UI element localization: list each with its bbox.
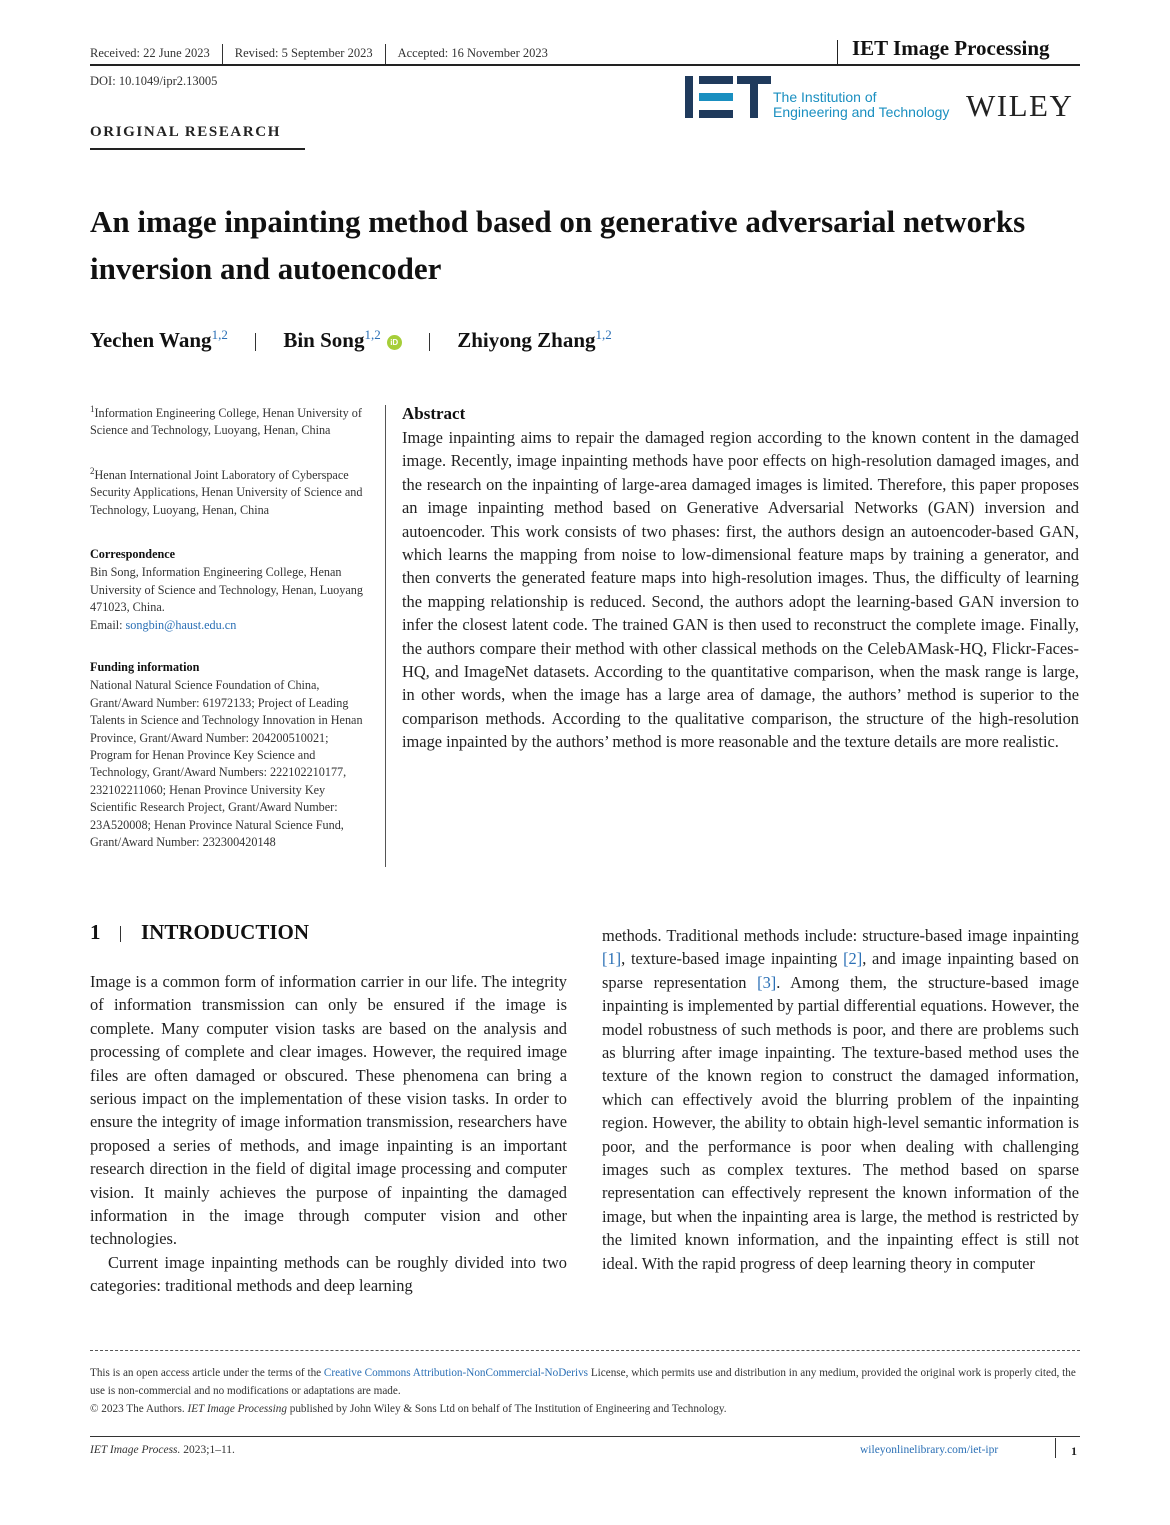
section-title: INTRODUCTION	[141, 920, 310, 944]
divider	[429, 333, 430, 351]
author-affiliation: 1,2	[211, 327, 228, 342]
correspondence-heading: Correspondence	[90, 547, 176, 561]
correspondence	[90, 546, 370, 634]
author-affiliation: 1,2	[364, 327, 381, 342]
funding-information	[90, 659, 370, 851]
journal-url-link[interactable]: wileyonlinelibrary.com/iet-ipr	[860, 1444, 999, 1456]
revised-date: Revised: 5 September 2023	[234, 45, 373, 60]
divider	[255, 333, 256, 351]
author-name: Yechen Wang	[90, 328, 212, 352]
citation-link[interactable]: [1]	[602, 949, 622, 969]
abstract-heading: Abstract	[402, 404, 466, 423]
header-rule	[90, 64, 1080, 66]
divider	[222, 44, 223, 64]
paragraph: methods. Traditional methods include: structure-based image inpainting [1], texture-based image inpainting [2], and image inpainting based on sparse representation [3]. Among them, the structure-based image inpainting is implemented by partial differential equations. However, the model robustness of such methods is poor, and there are problems such as blurring after image inpainting. The texture-based method uses the texture of the known region to construct the damaged information, which can effectively avoid the blurring problem of the inpainting region. However, the ability to obtain high-level semantic information is poor, and the performance is poor when dealing with challenging images such as complex textures. The method based on sparse representation can effectively represent the known information of the image, but when the inpainting area is large, the method is restricted by the limited known information, and the inpainting effect is still not ideal. With the rapid progress of deep learning theory in computer	[602, 926, 1079, 1273]
divider	[385, 44, 386, 64]
affiliation-2: $^2$Henan International Joint Laboratory of Cyberspace Security Applications, Henan University of Science and Technology, Luoyang, Henan, China	[90, 465, 363, 517]
citation-link[interactable]: [2]	[843, 949, 863, 969]
citation-line: IET Image Process. 2023;1–11.	[90, 1444, 235, 1456]
correspondence-email: Email: songbin@haust.edu.cn	[90, 617, 237, 632]
license-link[interactable]: Creative Commons Attribution-NonCommercial-NoDerivs	[323, 1367, 589, 1379]
email-link[interactable]: songbin@haust.edu.cn	[125, 617, 237, 632]
section-label: ORIGINAL RESEARCH	[90, 124, 281, 140]
wiley-logo: WILEY	[966, 88, 1074, 123]
article-dates	[90, 44, 548, 64]
author-affiliation: 1,2	[595, 327, 612, 342]
author-list	[90, 328, 612, 353]
affiliation-1: $^1$Information Engineering College, Henan University of Science and Technology, Luoyang, Henan, China	[90, 403, 362, 438]
footer-rule	[90, 1350, 1080, 1351]
paper-title: An image inpainting method based on generative adversarial networks inversion and autoencoder	[90, 204, 1026, 286]
section-underline	[90, 148, 305, 150]
iet-logo-icon	[685, 76, 773, 118]
section-heading	[90, 920, 309, 945]
received-date: Received: 22 June 2023	[90, 45, 210, 60]
divider	[1055, 1438, 1056, 1458]
iet-wordmark: The Institution of Engineering and Technology	[773, 89, 950, 120]
bottom-rule	[90, 1436, 1080, 1437]
license-notice: This is an open access article under the terms of the Creative Commons Attribution-NonCommercial-NoDerivs License, which permits use and distribution in any medium, provided the original work is properly cited, the use is non-commercial and no modifications or adaptations are made. © 2023 The Authors. IET Image Processing published by John Wiley & Sons Ltd on behalf of The Institution of Engineering and Technology.	[90, 1367, 1076, 1415]
citation-link[interactable]: [3]	[757, 972, 777, 992]
section-number: 1	[90, 920, 101, 944]
orcid-icon[interactable]: iD	[387, 335, 402, 350]
correspondence-text: Bin Song, Information Engineering College, Henan University of Science and Technology, Henan, Luoyang 471023, China.	[90, 565, 363, 615]
funding-text: National Natural Science Foundation of China, Grant/Award Number: 61972133; Project of Leading Talents in Science and Technology Innovation in Henan Province, Grant/Award Number: 204200510021; Program for Henan Province Key Science and Technology, Grant/Award Numbers: 222102210177, 232102211060; Henan Province University Key Scientific Research Project, Grant/Award Number: 23A520008; Henan Province Natural Science Fund, Grant/Award Number: 232300420148	[90, 678, 363, 850]
body-column-right	[602, 924, 1079, 1275]
column-divider	[385, 405, 386, 867]
author-name: Zhiyong Zhang	[457, 328, 596, 352]
doi: DOI: 10.1049/ipr2.13005	[90, 74, 218, 88]
body-column-left	[90, 970, 567, 1298]
page-number: 1	[1071, 1444, 1077, 1458]
journal-name: IET Image Processing	[852, 36, 1050, 60]
funding-heading: Funding information	[90, 660, 200, 674]
divider	[837, 40, 838, 66]
paragraph: Current image inpainting methods can be roughly divided into two categories: traditional methods and deep learning	[90, 1252, 567, 1296]
divider	[120, 926, 121, 942]
accepted-date: Accepted: 16 November 2023	[397, 45, 548, 60]
paragraph: Image is a common form of information carrier in our life. The integrity of information transmission can only be ensured if the image is complete. Many computer vision tasks are based on the analysis and processing of complete and clear images. However, the required image files are often damaged or obscured. These phenomena can bring a serious impact on the implementation of these vision tasks. In order to ensure the integrity of image information transmission, researchers have proposed a series of methods, and image inpainting is an important research direction in the field of digital image processing and computer vision. It mainly achieves the purpose of inpainting the damaged information in the image through computer vision and other technologies.	[90, 972, 567, 1249]
author-name: Bin Song	[283, 328, 365, 352]
abstract-text: Image inpainting aims to repair the damaged region according to the known content in the damaged image. Recently, image inpainting methods have poor effects on high-resolution damaged images, and the research on the inpainting of large-area damaged images is limited. Therefore, this paper proposes an image inpainting method based on Generative Adversarial Networks (GAN) inversion and autoencoder. This work consists of two phases: first, the authors design an autoencoder-based GAN, which learns the mapping from noise to low-dimensional feature maps by training a generator, and then converts the generated feature maps into high-resolution images. Thus, the difficulty of learning the mapping relationship is reduced. Second, the authors adopt the learning-based GAN inversion to infer the closest latent code. The trained GAN is then used to reconstruct the complete image. Finally, the authors compare their method with other classical methods on the CelebAMask-HQ, Flickr-Faces-HQ, and ImageNet datasets. According to the quantitative comparison, when the mask range is large, in other words, when the image has a large area of damage, the authors’ method is superior to the comparison methods. According to the qualitative comparison, the structure of the high-resolution image inpainted by the authors’ method is more reasonable and the texture details are more realistic.	[402, 428, 1079, 752]
